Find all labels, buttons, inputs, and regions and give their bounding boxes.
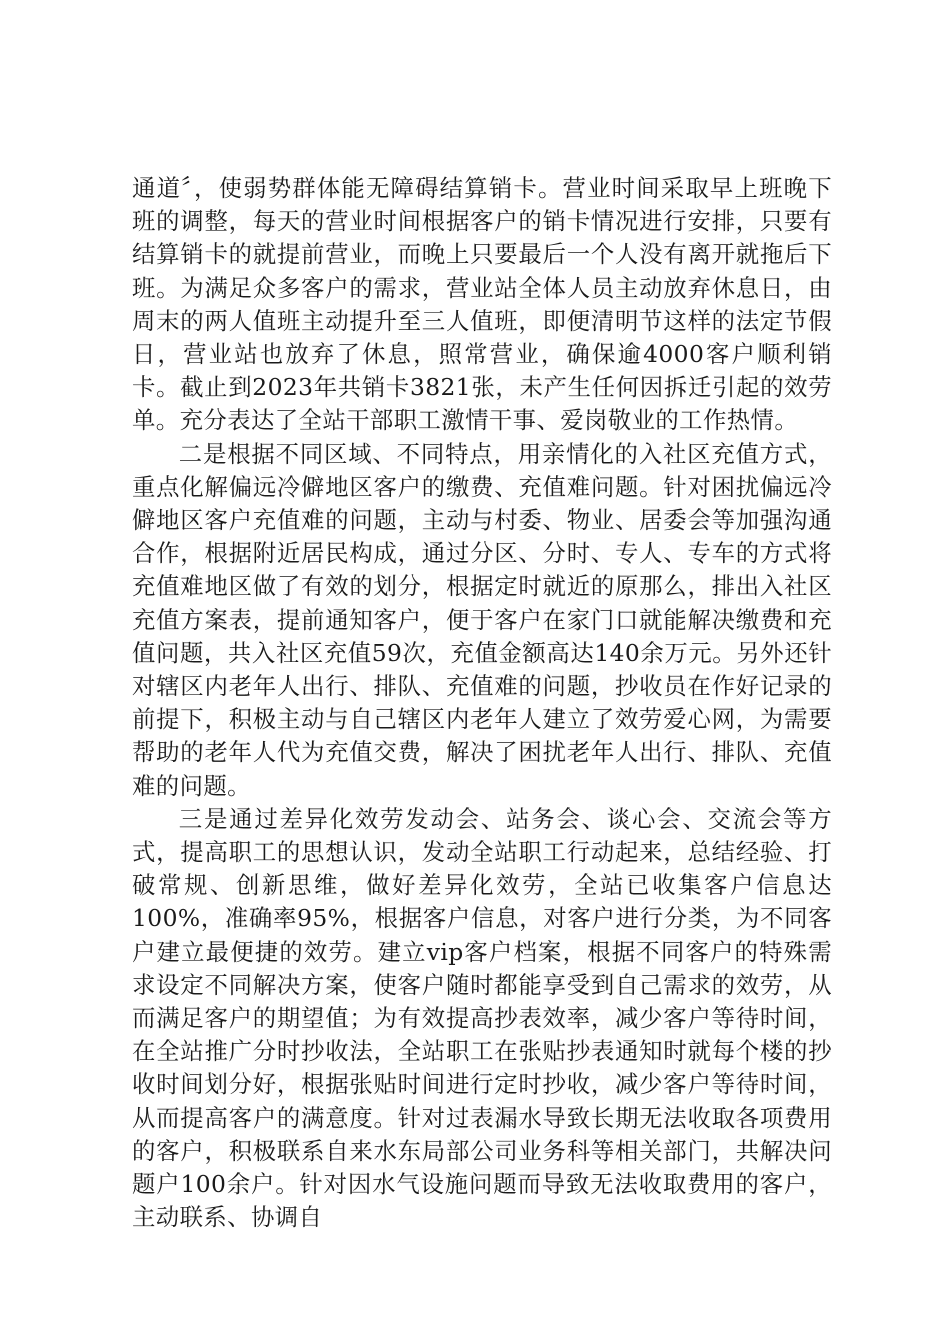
paragraph-1: 通道〞，使弱势群体能无障碍结算销卡。营业时间采取早上班晚下班的调整，每天的营业时间根据客户的销卡情况进行安排，只要有结算销卡的就提前营业，而晚上只要最后一个人没有离开就拖后下班。为满足众多客户的需求，营业站全体人员主动放弃休息日，由周末的两人值班主动提升至三人值班，即便清明节这样的法定节假日，营业站也放弃了休息，照常营业，确保逾4000客户顺利销卡。截止到2023年共销卡3821张，未产生任何因拆迁引起的效劳单。充分表达了全站干部职工激情干事、爱岗敬业的工作热情。	[132, 174, 832, 435]
paragraph-3: 三是通过差异化效劳发动会、站务会、谈心会、交流会等方式，提高职工的思想认识，发动全站职工行动起来，总结经验、打破常规、创新思维，做好差异化效劳，全站已收集客户信息达100%，准确率95%，根据客户信息，对客户进行分类，为不同客户建立最便捷的效劳。建立vip客户档案，根据不同客户的特殊需求设定不同解决方案，使客户随时都能享受到自己需求的效劳，从而满足客户的期望值；为有效提高抄表效率，减少客户等待时间，在全站推广分时抄收法，全站职工在张贴抄表通知时就每个楼的抄收时间划分好，根据张贴时间进行定时抄收，减少客户等待时间，从而提高客户的满意度。针对过表漏水导致长期无法收取各项费用的客户，积极联系自来水东局部公司业务科等相关部门，共解决问题户100余户。针对因水气设施问题而导致无法收取费用的客户，主动联系、协调自	[132, 804, 832, 1232]
document-body	[132, 172, 832, 1235]
paragraph-2: 二是根据不同区域、不同特点，用亲情化的入社区充值方式，重点化解偏远冷僻地区客户的缴费、充值难问题。针对困扰偏远冷僻地区客户充值难的问题，主动与村委、物业、居委会等加强沟通合作，根据附近居民构成，通过分区、分时、专人、专车的方式将充值难地区做了有效的划分，根据定时就近的原那么，排出入社区充值方案表，提前通知客户，便于客户在家门口就能解决缴费和充值问题，共入社区充值59次，充值金额高达140余万元。另外还针对辖区内老年人出行、排队、充值难的问题，抄收员在作好记录的前提下，积极主动与自己辖区内老年人建立了效劳爱心网，为需要帮助的老年人代为充值交费，解决了困扰老年人出行、排队、充值难的问题。	[132, 439, 832, 800]
